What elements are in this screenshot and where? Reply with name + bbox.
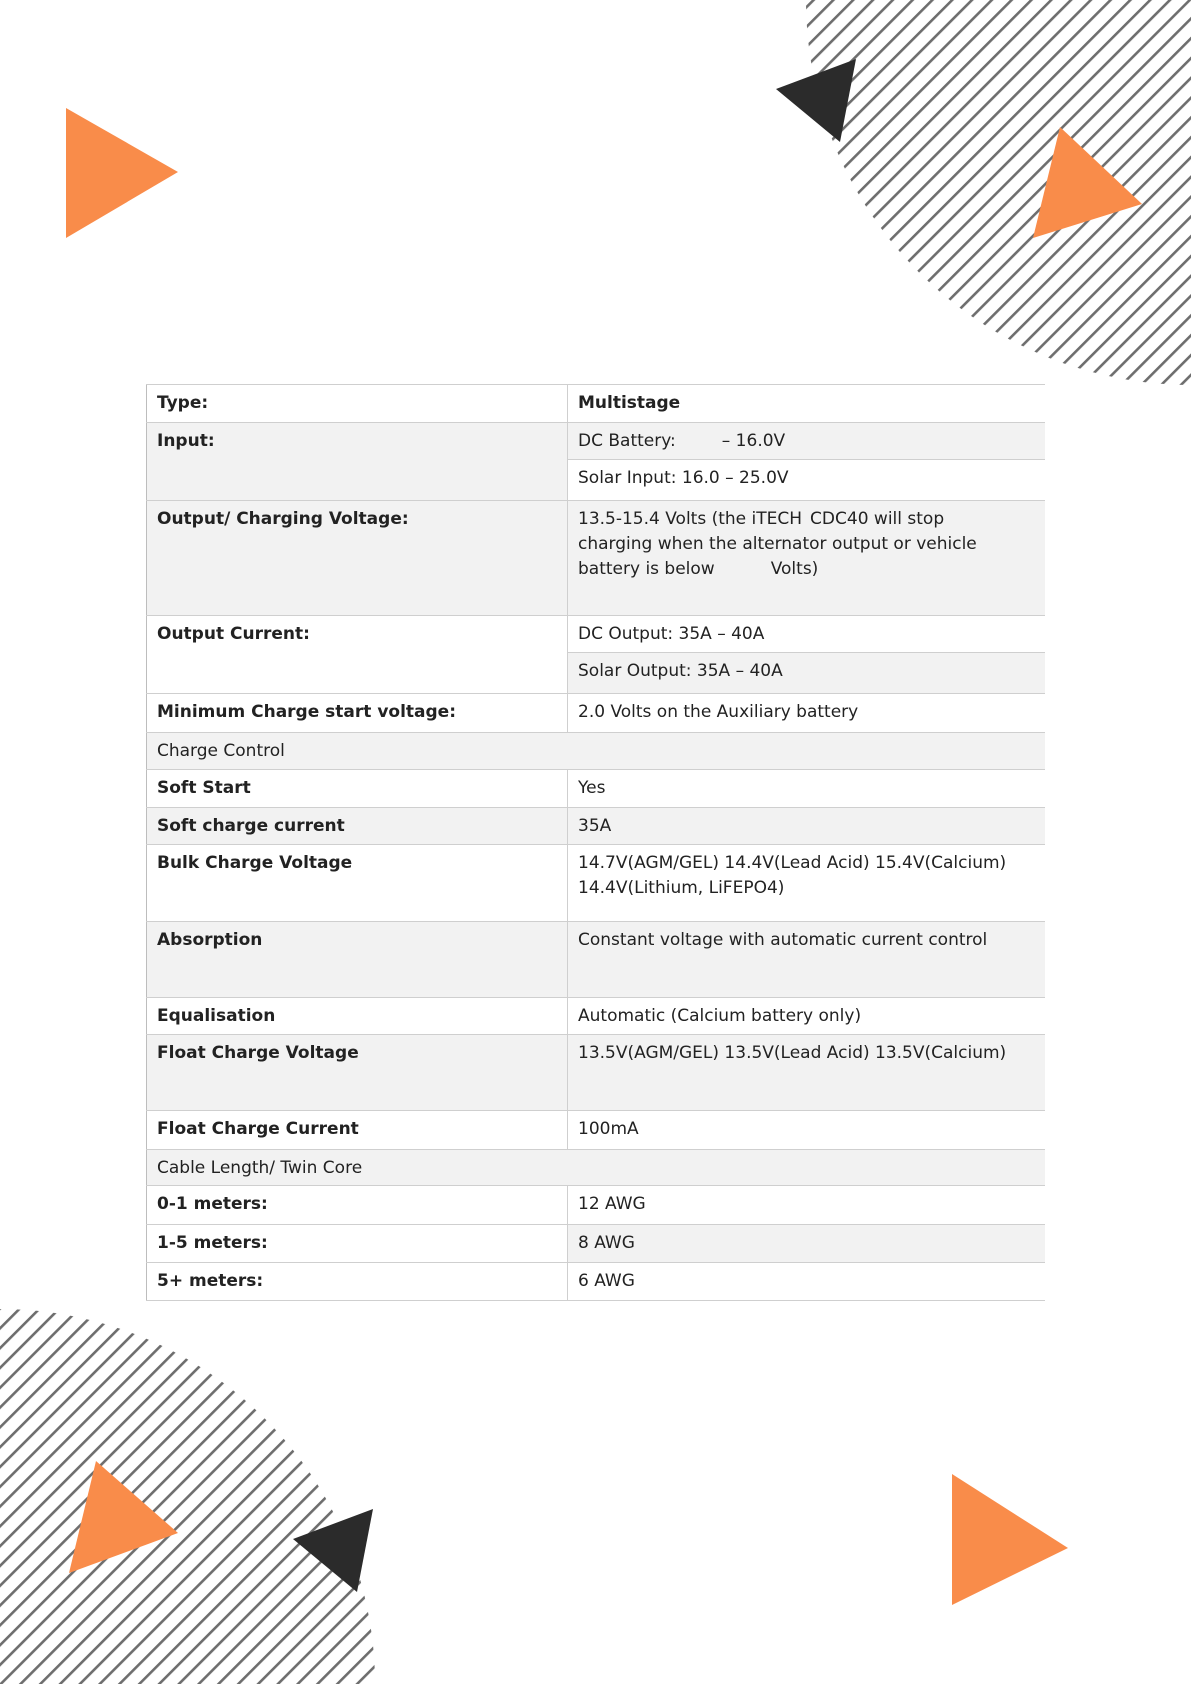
bulk-voltage-text: 14.4V(Lithium, LiFEPO4) [578,878,785,898]
spec-label: Bulk Charge Voltage [147,845,568,922]
dc-battery-label: DC Battery: [578,431,676,451]
table-row [147,998,1045,1035]
table-row [147,1035,1045,1111]
table-row [147,770,1045,808]
spec-value: 2.0 Volts on the Auxiliary battery [568,694,1045,733]
spec-label: Float Charge Voltage [147,1035,568,1111]
spec-value: 100mA [568,1111,1045,1150]
spec-value: 6 AWG [568,1263,1045,1301]
table-row [147,808,1045,845]
spec-label: Equalisation [147,998,568,1035]
spec-value [568,501,1045,616]
spec-label: Output Current: [147,616,568,694]
table-row [147,733,1045,770]
section-heading: Charge Control [147,733,1045,770]
table-row [147,501,1045,616]
table-row [147,845,1045,922]
spec-value [568,845,1045,922]
hatch-pattern-bottom-left [0,1300,380,1684]
table-row [147,694,1045,733]
hatch-pattern-top-right [805,0,1191,385]
spec-value: Solar Output: 35A – 40A [568,653,1045,694]
table-row [147,922,1045,998]
spec-value: Solar Input: 16.0 – 25.0V [568,460,1045,501]
table-row [147,1150,1045,1186]
spec-label: 0-1 meters: [147,1186,568,1225]
bulk-voltage-text: 14.7V(AGM/GEL) 14.4V(Lead Acid) 15.4V(Calcium) [578,853,1007,873]
specifications-table [146,384,1045,1301]
spec-label: Soft charge current [147,808,568,845]
section-heading: Cable Length/ Twin Core [147,1150,1045,1186]
output-voltage-text: Volts) [770,559,819,579]
spec-label: Absorption [147,922,568,998]
spec-label: 1-5 meters: [147,1225,568,1263]
output-voltage-text: CDC40 will stop [810,509,945,529]
output-voltage-text: charging when the alternator output or vehicle [578,534,977,554]
output-voltage-text: 13.5-15.4 Volts (the iTECH [578,509,803,529]
spec-value: 8 AWG [568,1225,1045,1263]
spec-label: Minimum Charge start voltage: [147,694,568,733]
table-row [147,1225,1045,1263]
spec-label: 5+ meters: [147,1263,568,1301]
spec-value: Yes [568,770,1045,808]
table-row [147,1111,1045,1150]
table-row [147,1186,1045,1225]
play-triangle-orange-icon [952,1474,1068,1605]
spec-label: Type: [147,385,568,423]
spec-value: 13.5V(AGM/GEL) 13.5V(Lead Acid) 13.5V(Calcium) [568,1035,1045,1111]
spec-label: Soft Start [147,770,568,808]
table-row [147,616,1045,653]
output-voltage-text: battery is below [578,559,715,579]
table-row [147,423,1045,460]
spec-value: DC Output: 35A – 40A [568,616,1045,653]
table-row [147,385,1045,423]
spec-label: Output/ Charging Voltage: [147,501,568,616]
spec-value: Multistage [568,385,1045,423]
spec-value: 12 AWG [568,1186,1045,1225]
spec-value: Automatic (Calcium battery only) [568,998,1045,1035]
spec-value: 35A [568,808,1045,845]
spec-value [568,423,1045,460]
spec-label: Input: [147,423,568,501]
dc-battery-range: – 16.0V [721,431,786,451]
spec-value: Constant voltage with automatic current control [568,922,1045,998]
play-triangle-orange-icon [66,108,178,238]
table-row [147,1263,1045,1301]
spec-label: Float Charge Current [147,1111,568,1150]
